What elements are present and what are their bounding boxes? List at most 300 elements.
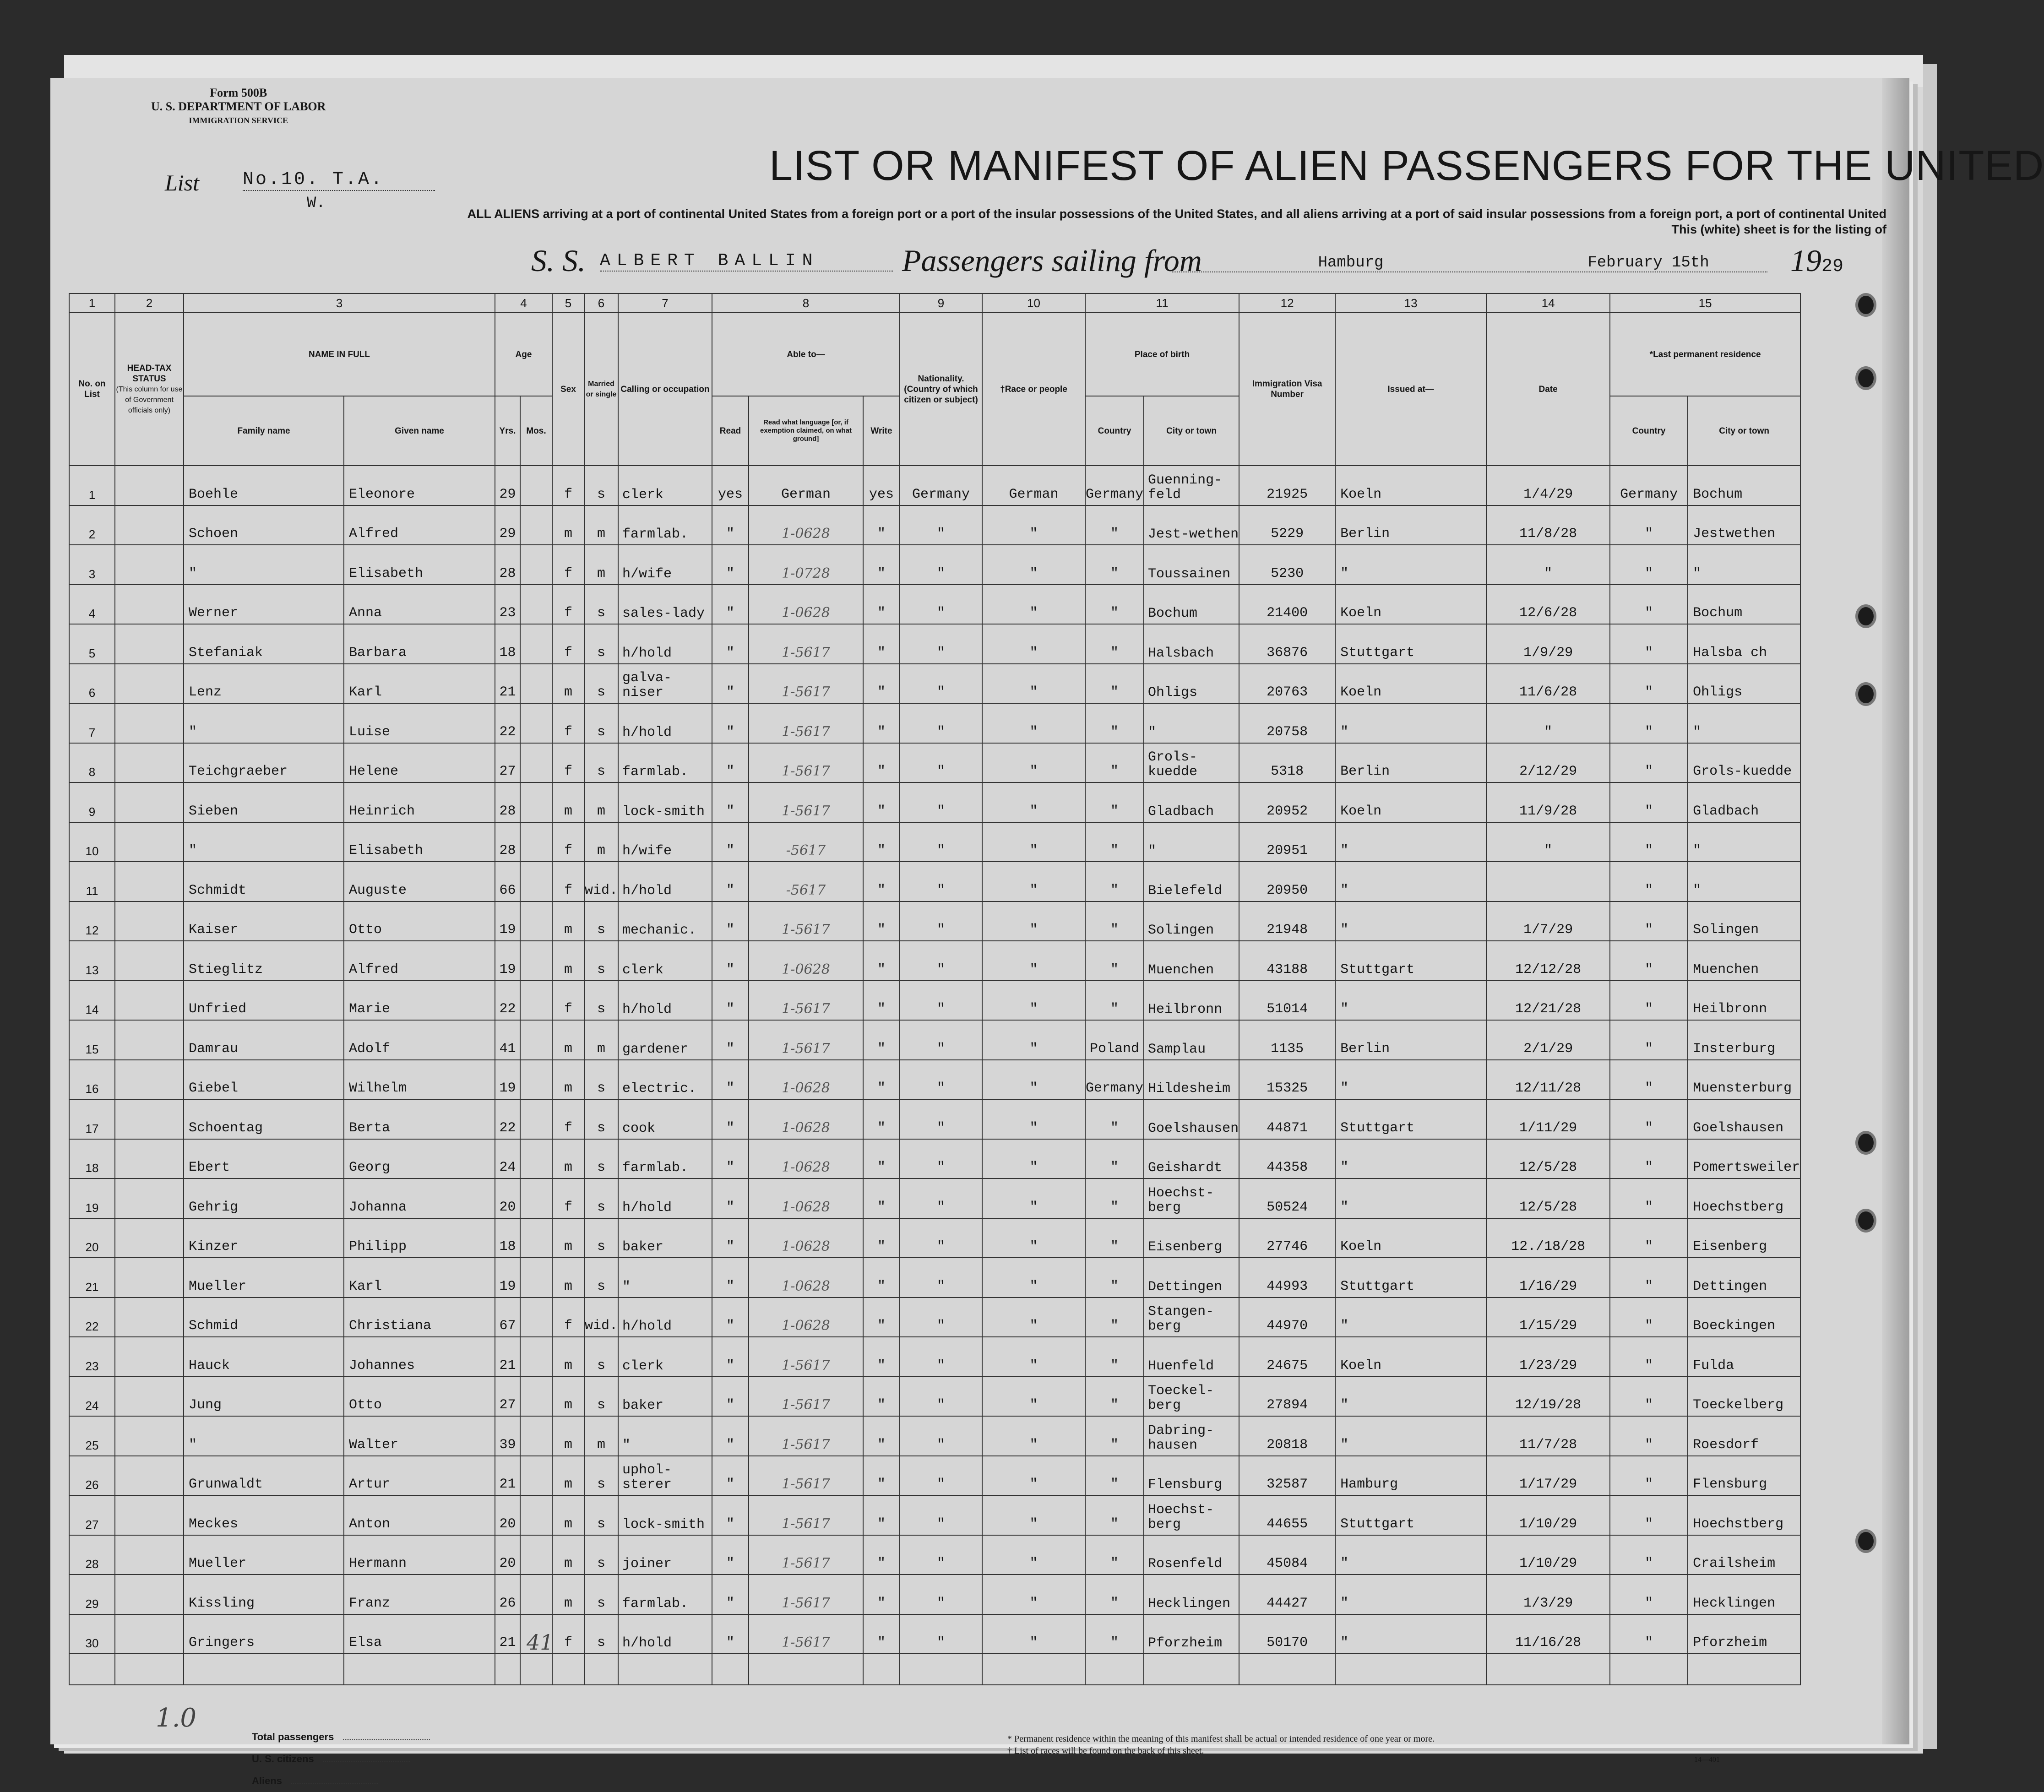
marital-status: s — [584, 901, 618, 941]
notice-line-1: ALL ALIENS arriving at a port of continental United States from a foreign port or a port of the insular possessions of the United States, and all aliens arriving at a port of said insular possessions from a foreign port, a port of continental United — [467, 207, 1886, 221]
birth-country: " — [1085, 901, 1144, 941]
head-tax-cell — [115, 1178, 184, 1218]
head-tax-cell — [115, 664, 184, 704]
row-number: 5 — [69, 624, 115, 664]
read-language: 1-5617 — [749, 743, 863, 783]
col-num: 7 — [618, 293, 712, 313]
given-name: Luise — [344, 703, 495, 743]
blank-cell — [184, 1654, 344, 1685]
can-write: yes — [863, 466, 900, 505]
can-read: " — [712, 585, 749, 624]
age-months — [520, 782, 552, 822]
occupation: lock-smith — [618, 1495, 712, 1535]
head-tax-cell — [115, 782, 184, 822]
race: " — [982, 1020, 1085, 1060]
head-tax-cell — [115, 1614, 184, 1654]
handwritten-page-number: 41 — [527, 1630, 554, 1655]
can-write: " — [863, 505, 900, 545]
sex: f — [552, 1614, 584, 1654]
table-row — [69, 585, 1800, 624]
nationality: " — [900, 1139, 982, 1179]
page-edge — [1882, 78, 1909, 1744]
nationality: " — [900, 1575, 982, 1614]
occupation: farmlab. — [618, 1139, 712, 1179]
residence-country: " — [1610, 703, 1688, 743]
issued-at: " — [1335, 1416, 1486, 1456]
nationality: " — [900, 1060, 982, 1100]
read-language: -5617 — [749, 862, 863, 901]
issued-at: " — [1335, 1298, 1486, 1337]
header-birth-city: City or town — [1144, 396, 1239, 466]
can-read: " — [712, 941, 749, 981]
age-months — [520, 1139, 552, 1179]
head-tax-cell — [115, 1139, 184, 1179]
header-age: Age — [495, 313, 552, 396]
can-read: " — [712, 624, 749, 664]
birth-city: Guenning-feld — [1144, 466, 1239, 505]
can-write: " — [863, 1416, 900, 1456]
read-language: 1-0728 — [749, 545, 863, 585]
given-name: Alfred — [344, 505, 495, 545]
visa-date: 1/11/29 — [1486, 1099, 1610, 1139]
age-years: 28 — [495, 822, 520, 862]
col-num: 15 — [1610, 293, 1800, 313]
read-language: 1-5617 — [749, 1535, 863, 1575]
sex: m — [552, 664, 584, 704]
given-name: Helene — [344, 743, 495, 783]
occupation: clerk — [618, 941, 712, 981]
read-language: 1-0628 — [749, 1139, 863, 1179]
can-read: " — [712, 1535, 749, 1575]
can-read: " — [712, 862, 749, 901]
row-number: 4 — [69, 585, 115, 624]
visa-number: 5230 — [1239, 545, 1335, 585]
marital-status: s — [584, 1575, 618, 1614]
age-months — [520, 822, 552, 862]
can-read: " — [712, 1060, 749, 1100]
race: " — [982, 1377, 1085, 1417]
sex: f — [552, 585, 584, 624]
visa-number: 36876 — [1239, 624, 1335, 664]
blank-cell — [1335, 1654, 1486, 1685]
age-years: 21 — [495, 1337, 520, 1377]
issued-at: Stuttgart — [1335, 1258, 1486, 1298]
header-issued-at: Issued at— — [1335, 313, 1486, 466]
read-language: 1-5617 — [749, 1337, 863, 1377]
family-name: " — [184, 545, 344, 585]
col-num: 9 — [900, 293, 982, 313]
sex: f — [552, 862, 584, 901]
head-tax-cell — [115, 466, 184, 505]
occupation: clerk — [618, 466, 712, 505]
family-name: Schmid — [184, 1298, 344, 1337]
birth-country: Poland — [1085, 1020, 1144, 1060]
residence-city: Goelshausen — [1688, 1099, 1800, 1139]
can-read: " — [712, 1614, 749, 1654]
occupation: lock-smith — [618, 782, 712, 822]
visa-date: 1/17/29 — [1486, 1456, 1610, 1496]
marital-status: s — [584, 1337, 618, 1377]
age-months — [520, 1416, 552, 1456]
visa-date: 1/7/29 — [1486, 901, 1610, 941]
visa-number: 44970 — [1239, 1298, 1335, 1337]
footnote-races: † List of races will be found on the back of this sheet. — [1007, 1746, 1204, 1756]
given-name: Eleonore — [344, 466, 495, 505]
read-language: 1-0628 — [749, 505, 863, 545]
occupation: h/hold — [618, 624, 712, 664]
footer-totals — [252, 1726, 430, 1792]
table-row — [69, 624, 1800, 664]
can-write: " — [863, 1178, 900, 1218]
race: " — [982, 862, 1085, 901]
age-years: 18 — [495, 1218, 520, 1258]
header-date: Date — [1486, 313, 1610, 466]
occupation: h/hold — [618, 981, 712, 1021]
birth-country: " — [1085, 585, 1144, 624]
age-years: 66 — [495, 862, 520, 901]
read-language: 1-0628 — [749, 1099, 863, 1139]
notice-line-2: This (white) sheet is for the listing of — [1671, 223, 1886, 236]
col-num: 12 — [1239, 293, 1335, 313]
read-language: 1-5617 — [749, 1456, 863, 1496]
age-years: 19 — [495, 901, 520, 941]
sailing-label: Passengers sailing from — [902, 243, 1202, 278]
residence-city: Insterburg — [1688, 1020, 1800, 1060]
given-name: Hermann — [344, 1535, 495, 1575]
row-number: 2 — [69, 505, 115, 545]
marital-status: s — [584, 1535, 618, 1575]
marital-status: s — [584, 1139, 618, 1179]
table-row — [69, 1178, 1800, 1218]
birth-country: " — [1085, 782, 1144, 822]
col-num: 5 — [552, 293, 584, 313]
given-name: Berta — [344, 1099, 495, 1139]
head-tax-cell — [115, 981, 184, 1021]
nationality: " — [900, 1258, 982, 1298]
visa-number: 27746 — [1239, 1218, 1335, 1258]
occupation: baker — [618, 1218, 712, 1258]
age-years: 27 — [495, 1377, 520, 1417]
age-months — [520, 743, 552, 783]
birth-city: Muenchen — [1144, 941, 1239, 981]
residence-city: Crailsheim — [1688, 1535, 1800, 1575]
given-name: Heinrich — [344, 782, 495, 822]
marital-status: s — [584, 1456, 618, 1496]
issued-at: Berlin — [1335, 743, 1486, 783]
residence-city: Gladbach — [1688, 782, 1800, 822]
family-name: Werner — [184, 585, 344, 624]
head-tax-cell — [115, 862, 184, 901]
issued-at: " — [1335, 901, 1486, 941]
visa-date: 12./18/28 — [1486, 1218, 1610, 1258]
head-tax-cell — [115, 822, 184, 862]
nationality: " — [900, 1416, 982, 1456]
sex: m — [552, 1535, 584, 1575]
list-label: List — [165, 170, 200, 195]
head-tax-cell — [115, 505, 184, 545]
residence-city: Pforzheim — [1688, 1614, 1800, 1654]
residence-country: " — [1610, 1337, 1688, 1377]
visa-number: 20950 — [1239, 862, 1335, 901]
marital-status: s — [584, 466, 618, 505]
occupation: baker — [618, 1377, 712, 1417]
can-write: " — [863, 1614, 900, 1654]
can-read: " — [712, 782, 749, 822]
residence-country: " — [1610, 624, 1688, 664]
head-tax-cell — [115, 585, 184, 624]
given-name: Franz — [344, 1575, 495, 1614]
age-years: 19 — [495, 1258, 520, 1298]
row-number: 11 — [69, 862, 115, 901]
head-tax-cell — [115, 545, 184, 585]
sex: m — [552, 505, 584, 545]
issued-at: " — [1335, 1178, 1486, 1218]
birth-country: " — [1085, 703, 1144, 743]
blank-cell — [552, 1654, 584, 1685]
head-tax-cell — [115, 703, 184, 743]
nationality: " — [900, 1337, 982, 1377]
birth-city: Halsbach — [1144, 624, 1239, 664]
table-row — [69, 1020, 1800, 1060]
table-row — [69, 1495, 1800, 1535]
birth-city: Solingen — [1144, 901, 1239, 941]
age-years: 39 — [495, 1416, 520, 1456]
occupation: " — [618, 1258, 712, 1298]
table-row — [69, 1060, 1800, 1100]
birth-city: Samplau — [1144, 1020, 1239, 1060]
can-read: " — [712, 1178, 749, 1218]
family-name: Teichgraeber — [184, 743, 344, 783]
header-married: Married or single — [584, 313, 618, 466]
binder-hole — [1855, 1209, 1876, 1233]
visa-number: 5229 — [1239, 505, 1335, 545]
visa-number: 21948 — [1239, 901, 1335, 941]
residence-country: " — [1610, 1456, 1688, 1496]
residence-country: " — [1610, 1178, 1688, 1218]
residence-country: " — [1610, 1099, 1688, 1139]
table-row — [69, 862, 1800, 901]
residence-country: " — [1610, 545, 1688, 585]
nationality: " — [900, 901, 982, 941]
family-name: Jung — [184, 1377, 344, 1417]
age-years: 21 — [495, 1614, 520, 1654]
blank-cell — [520, 1654, 552, 1685]
issued-at: Koeln — [1335, 782, 1486, 822]
nationality: " — [900, 1099, 982, 1139]
issued-at: Berlin — [1335, 1020, 1486, 1060]
table-row — [69, 1298, 1800, 1337]
table-row — [69, 1099, 1800, 1139]
visa-number: 24675 — [1239, 1337, 1335, 1377]
sex: f — [552, 1178, 584, 1218]
issued-at: " — [1335, 1535, 1486, 1575]
age-years: 67 — [495, 1298, 520, 1337]
given-name: Wilhelm — [344, 1060, 495, 1100]
list-sub: W. — [307, 195, 326, 212]
nationality: " — [900, 1298, 982, 1337]
issued-at: Koeln — [1335, 585, 1486, 624]
nationality: " — [900, 782, 982, 822]
residence-country: " — [1610, 981, 1688, 1021]
table-row — [69, 822, 1800, 862]
issued-at: Hamburg — [1335, 1456, 1486, 1496]
birth-city: Toussainen — [1144, 545, 1239, 585]
read-language: 1-5617 — [749, 981, 863, 1021]
race: " — [982, 941, 1085, 981]
manifest-table — [69, 293, 1801, 1685]
marital-status: m — [584, 1020, 618, 1060]
age-years: 27 — [495, 743, 520, 783]
race: " — [982, 1535, 1085, 1575]
occupation: " — [618, 1416, 712, 1456]
sex: m — [552, 1575, 584, 1614]
row-number: 27 — [69, 1495, 115, 1535]
birth-city: Grols-kuedde — [1144, 743, 1239, 783]
age-months — [520, 703, 552, 743]
age-months — [520, 1178, 552, 1218]
residence-country: " — [1610, 1218, 1688, 1258]
sex: m — [552, 1495, 584, 1535]
header-sex: Sex — [552, 313, 584, 466]
service-label: IMMIGRATION SERVICE — [189, 116, 288, 125]
header-visa: Immigration Visa Number — [1239, 313, 1335, 466]
year-prefix: 19 — [1790, 243, 1821, 278]
read-language: 1-0628 — [749, 1258, 863, 1298]
family-name: Sieben — [184, 782, 344, 822]
table-row — [69, 941, 1800, 981]
nationality: " — [900, 1614, 982, 1654]
table-row — [69, 505, 1800, 545]
marital-status: s — [584, 743, 618, 783]
residence-city: Muenchen — [1688, 941, 1800, 981]
head-tax-cell — [115, 1337, 184, 1377]
birth-city: Jest-wethen — [1144, 505, 1239, 545]
race: " — [982, 1258, 1085, 1298]
given-name: Otto — [344, 1377, 495, 1417]
birth-country: " — [1085, 1258, 1144, 1298]
row-number: 22 — [69, 1298, 115, 1337]
departure-port: Hamburg — [1172, 254, 1529, 272]
age-months — [520, 1535, 552, 1575]
birth-country: " — [1085, 1298, 1144, 1337]
family-name: Gehrig — [184, 1178, 344, 1218]
occupation: galva-niser — [618, 664, 712, 704]
can-read: " — [712, 1298, 749, 1337]
row-number: 16 — [69, 1060, 115, 1100]
nationality: " — [900, 1535, 982, 1575]
issued-at: " — [1335, 981, 1486, 1021]
given-name: Anton — [344, 1495, 495, 1535]
age-months — [520, 1377, 552, 1417]
birth-country: " — [1085, 1456, 1144, 1496]
race: " — [982, 1495, 1085, 1535]
birth-city: Geishardt — [1144, 1139, 1239, 1179]
age-months — [520, 1575, 552, 1614]
residence-city: Flensburg — [1688, 1456, 1800, 1496]
read-language: -5617 — [749, 822, 863, 862]
family-name: Ebert — [184, 1139, 344, 1179]
birth-city: Huenfeld — [1144, 1337, 1239, 1377]
binder-hole — [1855, 1131, 1876, 1155]
age-months — [520, 466, 552, 505]
read-language: 1-5617 — [749, 1416, 863, 1456]
visa-date: 12/5/28 — [1486, 1139, 1610, 1179]
row-number: 29 — [69, 1575, 115, 1614]
age-years: 29 — [495, 466, 520, 505]
birth-country: " — [1085, 1218, 1144, 1258]
birth-city: Flensburg — [1144, 1456, 1239, 1496]
birth-country: " — [1085, 1495, 1144, 1535]
issued-at: " — [1335, 1377, 1486, 1417]
residence-country: " — [1610, 1535, 1688, 1575]
family-name: Kissling — [184, 1575, 344, 1614]
family-name: Stefaniak — [184, 624, 344, 664]
can-write: " — [863, 862, 900, 901]
age-years: 22 — [495, 1099, 520, 1139]
birth-city: " — [1144, 703, 1239, 743]
blank-cell — [1239, 1654, 1335, 1685]
family-name: Giebel — [184, 1060, 344, 1100]
issued-at: Berlin — [1335, 505, 1486, 545]
read-language: 1-0628 — [749, 1060, 863, 1100]
given-name: Elisabeth — [344, 822, 495, 862]
residence-country: " — [1610, 1377, 1688, 1417]
residence-city: Boeckingen — [1688, 1298, 1800, 1337]
read-language: 1-0628 — [749, 941, 863, 981]
sex: f — [552, 1099, 584, 1139]
blank-cell — [1486, 1654, 1610, 1685]
column-number-row — [69, 293, 1800, 313]
age-years: 20 — [495, 1535, 520, 1575]
birth-country: " — [1085, 1416, 1144, 1456]
can-write: " — [863, 703, 900, 743]
age-years: 26 — [495, 1575, 520, 1614]
visa-date: 11/9/28 — [1486, 782, 1610, 822]
us-citizens-label: U. S. citizens — [252, 1753, 314, 1765]
header-mos: Mos. — [520, 396, 552, 466]
visa-date: 12/19/28 — [1486, 1377, 1610, 1417]
birth-city: Toeckel-berg — [1144, 1377, 1239, 1417]
occupation: clerk — [618, 1337, 712, 1377]
marital-status: s — [584, 1099, 618, 1139]
birth-country: " — [1085, 1575, 1144, 1614]
footer-notes — [1007, 1733, 1435, 1757]
read-language: 1-5617 — [749, 1495, 863, 1535]
table-row — [69, 743, 1800, 783]
visa-number: 5318 — [1239, 743, 1335, 783]
visa-date: 1/4/29 — [1486, 466, 1610, 505]
age-months — [520, 545, 552, 585]
issued-at: Stuttgart — [1335, 1099, 1486, 1139]
header-head-tax — [115, 313, 184, 466]
sex: f — [552, 545, 584, 585]
table-row — [69, 1139, 1800, 1179]
marital-status: m — [584, 1416, 618, 1456]
residence-city: Bochum — [1688, 585, 1800, 624]
age-years: 20 — [495, 1178, 520, 1218]
age-months — [520, 862, 552, 901]
visa-number: 1135 — [1239, 1020, 1335, 1060]
row-number: 9 — [69, 782, 115, 822]
head-tax-cell — [115, 1298, 184, 1337]
binder-hole — [1855, 366, 1876, 390]
race: " — [982, 703, 1085, 743]
residence-country: " — [1610, 1416, 1688, 1456]
sex: m — [552, 1456, 584, 1496]
race: " — [982, 1060, 1085, 1100]
nationality: " — [900, 664, 982, 704]
visa-date: 11/6/28 — [1486, 664, 1610, 704]
